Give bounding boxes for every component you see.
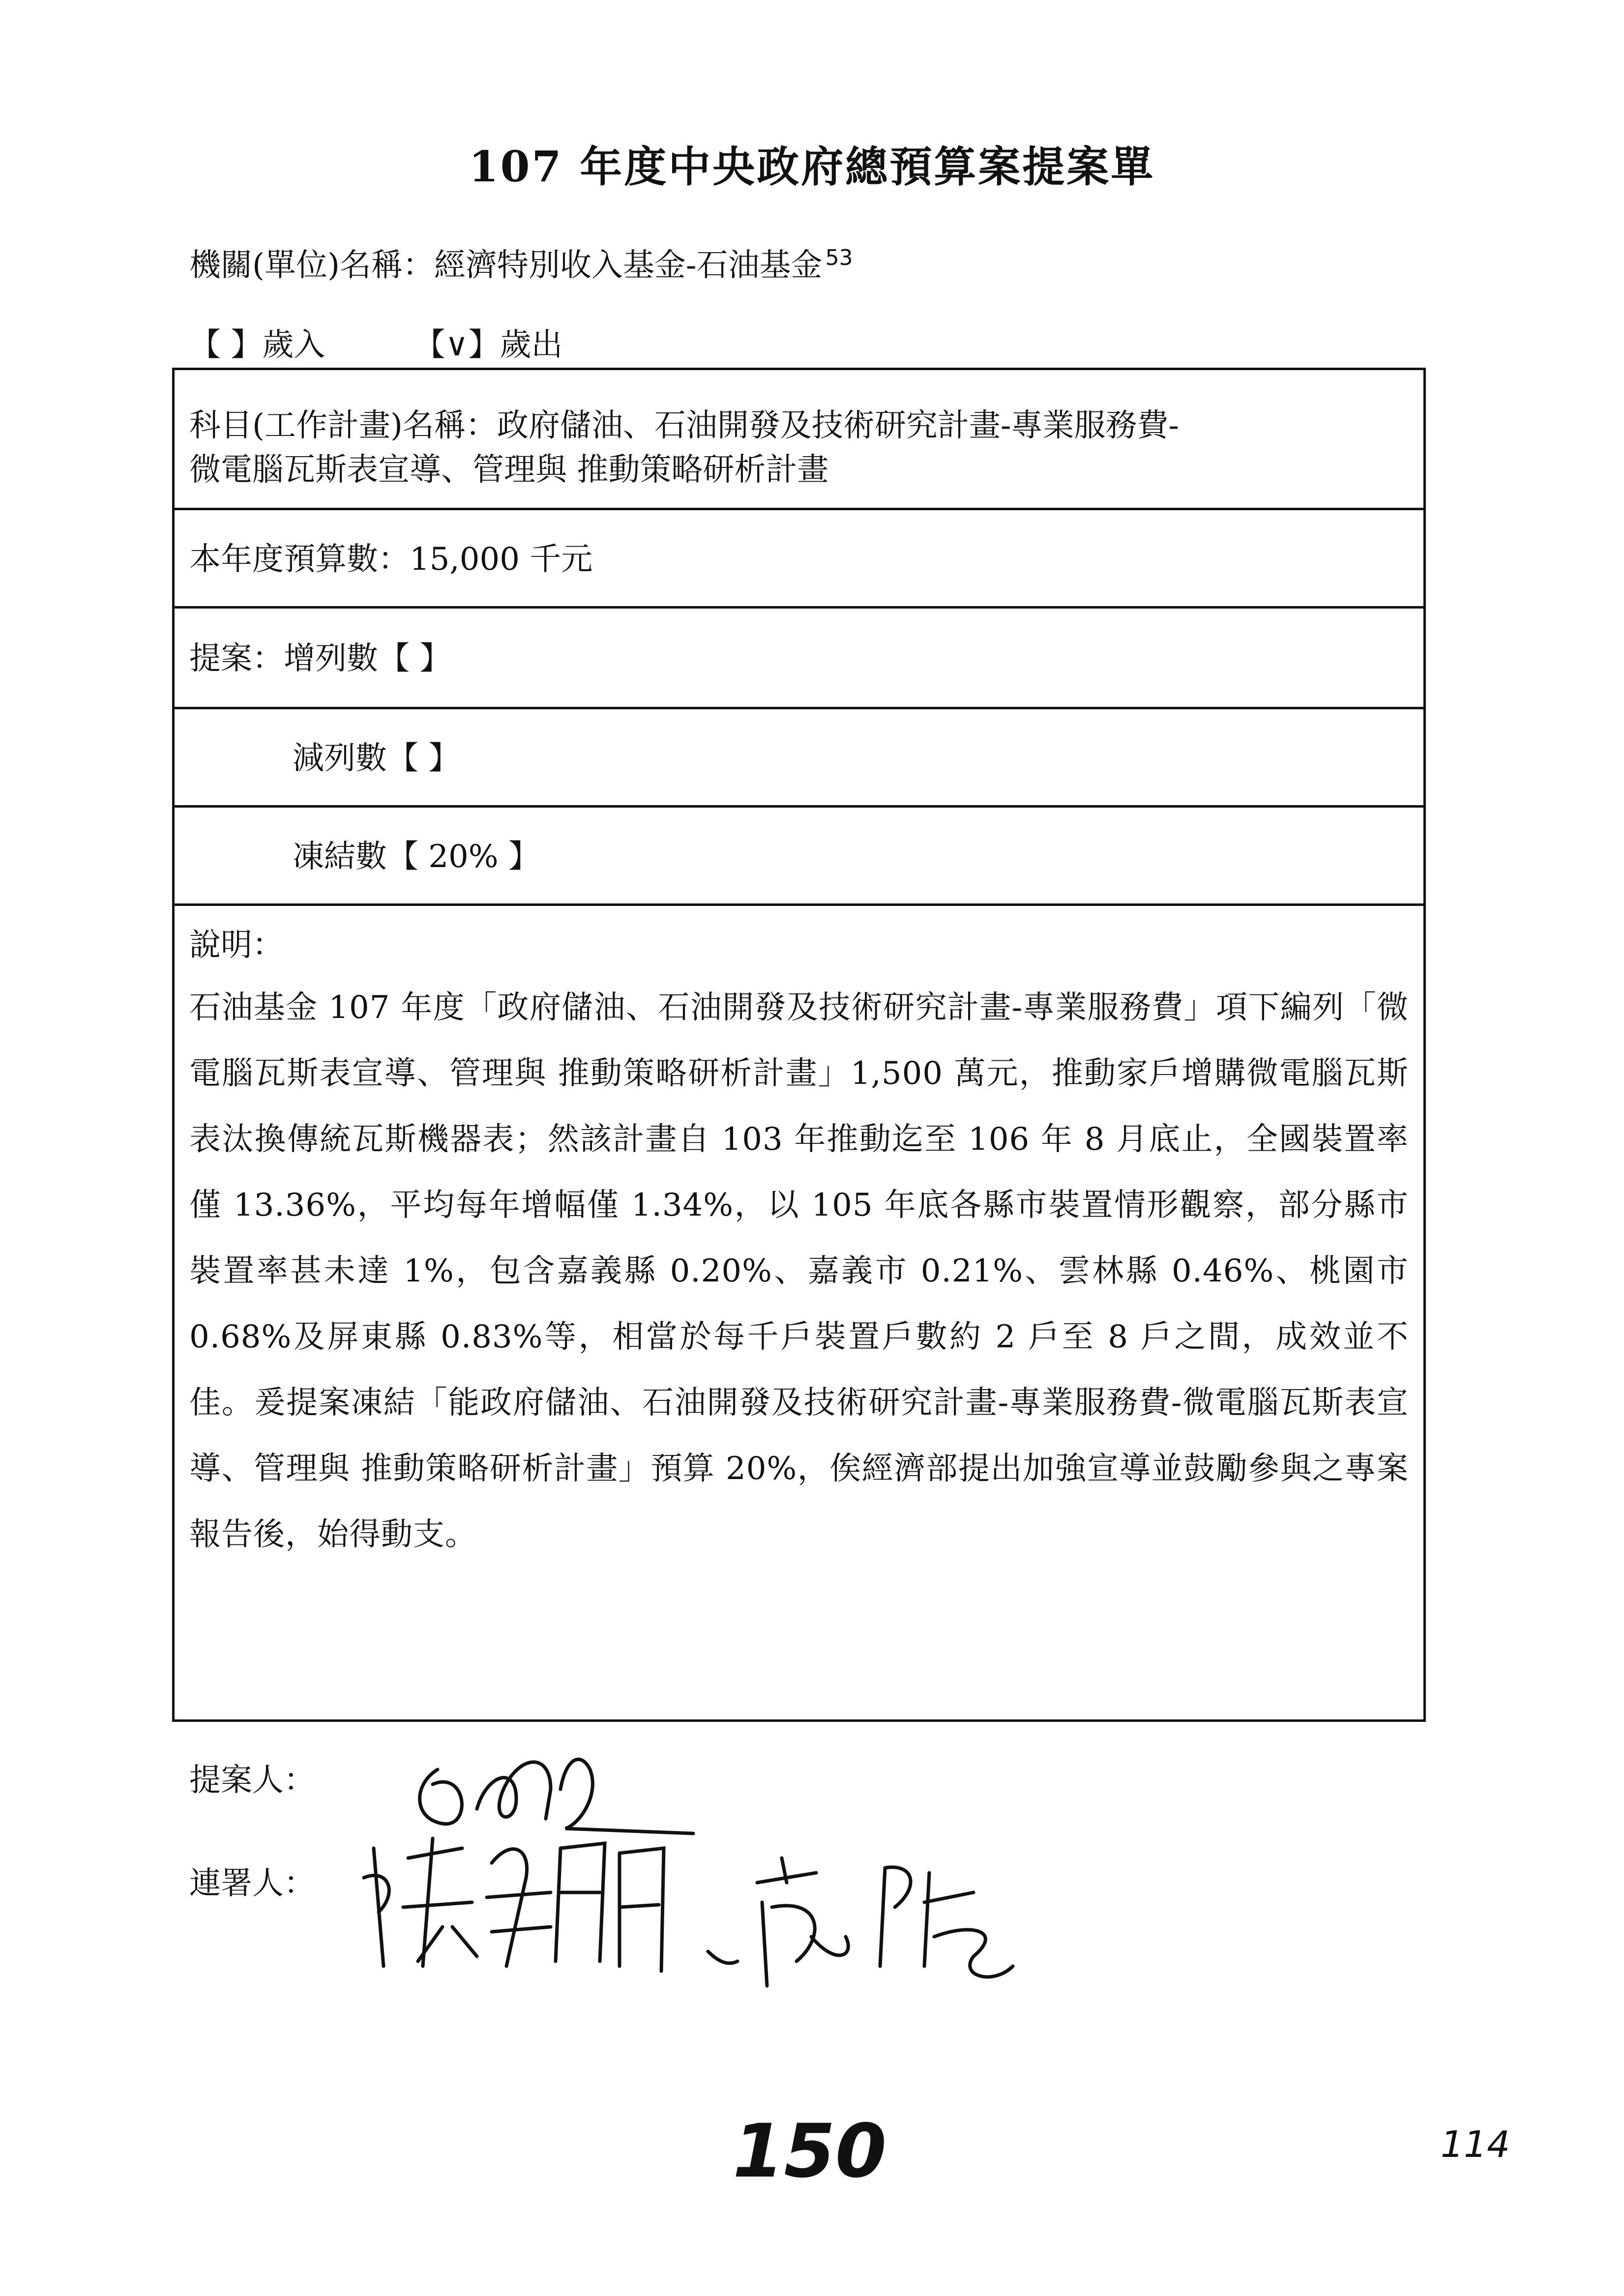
form-title: 107 年度中央政府總預算案提案單 [469, 142, 1155, 192]
subject-line-1: 科目(工作計畫)名稱：政府儲油、石油開發及技術研究計畫-專業服務費- [189, 407, 1180, 444]
explanation-row [175, 906, 1423, 1719]
cosigner-signature-1 [344, 1819, 688, 1981]
expenditure-option: 【∨】歲出 [413, 327, 563, 363]
handwritten-agency-mark: 53 [825, 245, 853, 270]
agency-label: 機關(單位)名稱：經濟特別收入基金-石油基金 [189, 247, 823, 284]
decrease-row: 減列數【 】 [175, 709, 1423, 808]
budget-type-row [189, 320, 563, 365]
agency-name [189, 240, 853, 285]
proposal-form-table [172, 368, 1426, 1722]
budget-row: 本年度預算數：15,000 千元 [175, 510, 1423, 609]
explanation-label: 說明： [189, 927, 284, 963]
subject-line-2: 微電腦瓦斯表宣導、管理與 推動策略研析計畫 [189, 452, 829, 488]
increase-row: 提案：增列數【 】 [175, 609, 1423, 709]
corner-number: 114 [1441, 2123, 1510, 2166]
proposer-label: 提案人： [189, 1762, 315, 1799]
revenue-option: 【 】歲入 [189, 327, 325, 363]
cosigner-label: 連署人： [189, 1865, 315, 1902]
subject-row [175, 370, 1423, 510]
page-number: 150 [733, 2109, 887, 2194]
explanation-body: 石油基金 107 年度「政府儲油、石油開發及技術研究計畫-專業服務費」項下編列「微電腦瓦斯表宣導、管理與 推動策略研析計畫」1,500 萬元，推動家戶增購微電腦瓦斯表汰換傳統瓦斯機器表；然該計畫自 103 年推動迄至 106 年 8 月底止，全國裝置率僅 13.36%，平均每年增幅僅 1.34%，以 105 年底各縣市裝置情形觀察，部分縣市裝置率甚未達 1%，包含嘉義縣 0.20%、嘉義市 0.21%、雲林縣 0.46%、桃園市 0.68%及屏東縣 0.83%等，相當於每千戶裝置戶數約 2 戶至 8 戶之間，成效並不佳。爰提案凍結「能政府儲油、石油開發及技術研究計畫-專業服務費-微電腦瓦斯表宣導、管理與 推動策略研析計畫」預算 20%，俟經濟部提出加強宣導並鼓勵參與之專案報告後，始得動支。 [189, 989, 1409, 1553]
freeze-row: 凍結數【 20% 】 [175, 808, 1423, 906]
cosigner-signature-2 [698, 1838, 1023, 1991]
